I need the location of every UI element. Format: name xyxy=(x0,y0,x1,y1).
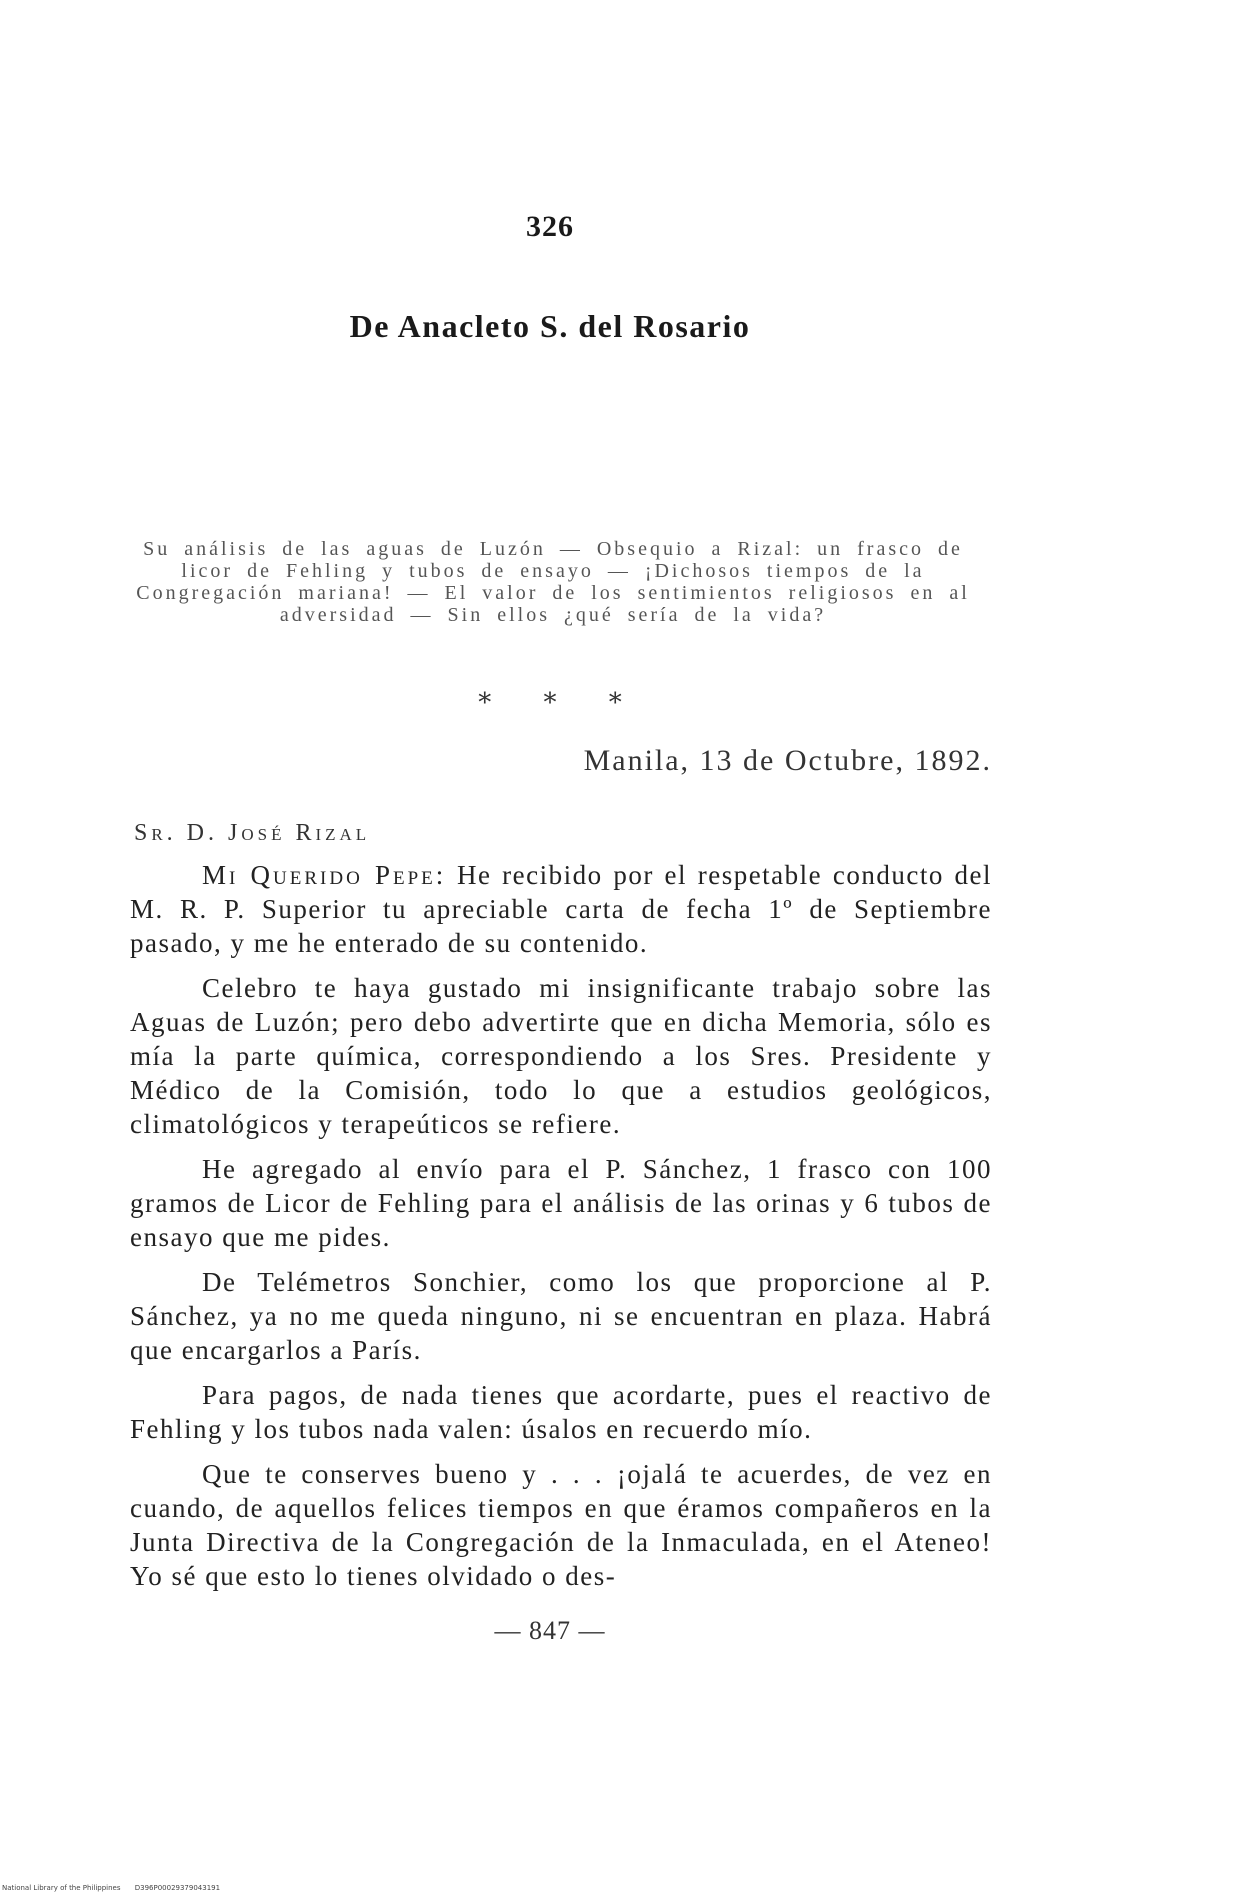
page-number: — 847 — xyxy=(494,1616,606,1645)
letter-number: 326 xyxy=(526,210,574,243)
paragraph-4: De Telémetros Sonchier, como los que proporcione al P. Sánchez, ya no me queda ninguno, ni se encuentran en plaza. Habrá que encargarlos a París. xyxy=(130,1267,992,1365)
paragraph-5: Para pagos, de nada tienes que acordarte, pues el reactivo de Fehling y los tubos nada valen: úsalos en recuerdo mío. xyxy=(130,1380,992,1444)
paragraph-6: Que te conserves bueno y . . . ¡ojalá te acuerdes, de vez en cuando, de aquellos felices tiempos en que éramos compañeros en la Junta Directiva de la Congregación de la Inmaculada, en el Ateneo! Yo sé que esto lo tienes olvidado o des- xyxy=(130,1459,992,1591)
scan-footer xyxy=(2,1884,220,1892)
section-separator: * * * xyxy=(478,688,622,718)
dateline: Manila, 13 de Octubre, 1892. xyxy=(583,744,992,777)
footer-code: D396P00029379043191 xyxy=(134,1884,221,1892)
greeting: Mi Querido Pepe: xyxy=(202,860,447,890)
letter-summary: Su análisis de las aguas de Luzón — Obsequio a Rizal: un frasco de licor de Fehling y tubos de ensayo — ¡Dichosos tiempos de la Congregación mariana! — El valor de los sentimientos religiosos en al adversidad — Sin ellos ¿qué sería de la vida? xyxy=(136,538,970,626)
paragraph-1 xyxy=(130,858,992,960)
paragraph-3: He agregado al envío para el P. Sánchez, 1 frasco con 100 gramos de Licor de Fehling para el análisis de las orinas y 6 tubos de ensayo que me pides. xyxy=(130,1154,992,1252)
letter-body xyxy=(130,858,992,1604)
salutation: Sr. D. José Rizal xyxy=(134,820,371,846)
paragraph-1-text: He recibido por el respetable conducto del M. R. P. Superior tu apreciable carta de fecha 1º de Septiembre pasado, y me he enterado de su contenido. xyxy=(130,860,992,958)
letter-title: De Anacleto S. del Rosario xyxy=(349,308,751,344)
footer-library: National Library of the Philippines xyxy=(2,1884,121,1892)
paragraph-2: Celebro te haya gustado mi insignificante trabajo sobre las Aguas de Luzón; pero debo advertirte que en dicha Memoria, sólo es mía la parte química, correspondiendo a los Sres. Presidente y Médico de la Comisión, todo lo que a estudios geológicos, climatológicos y terapeúticos se refiere. xyxy=(130,973,992,1139)
